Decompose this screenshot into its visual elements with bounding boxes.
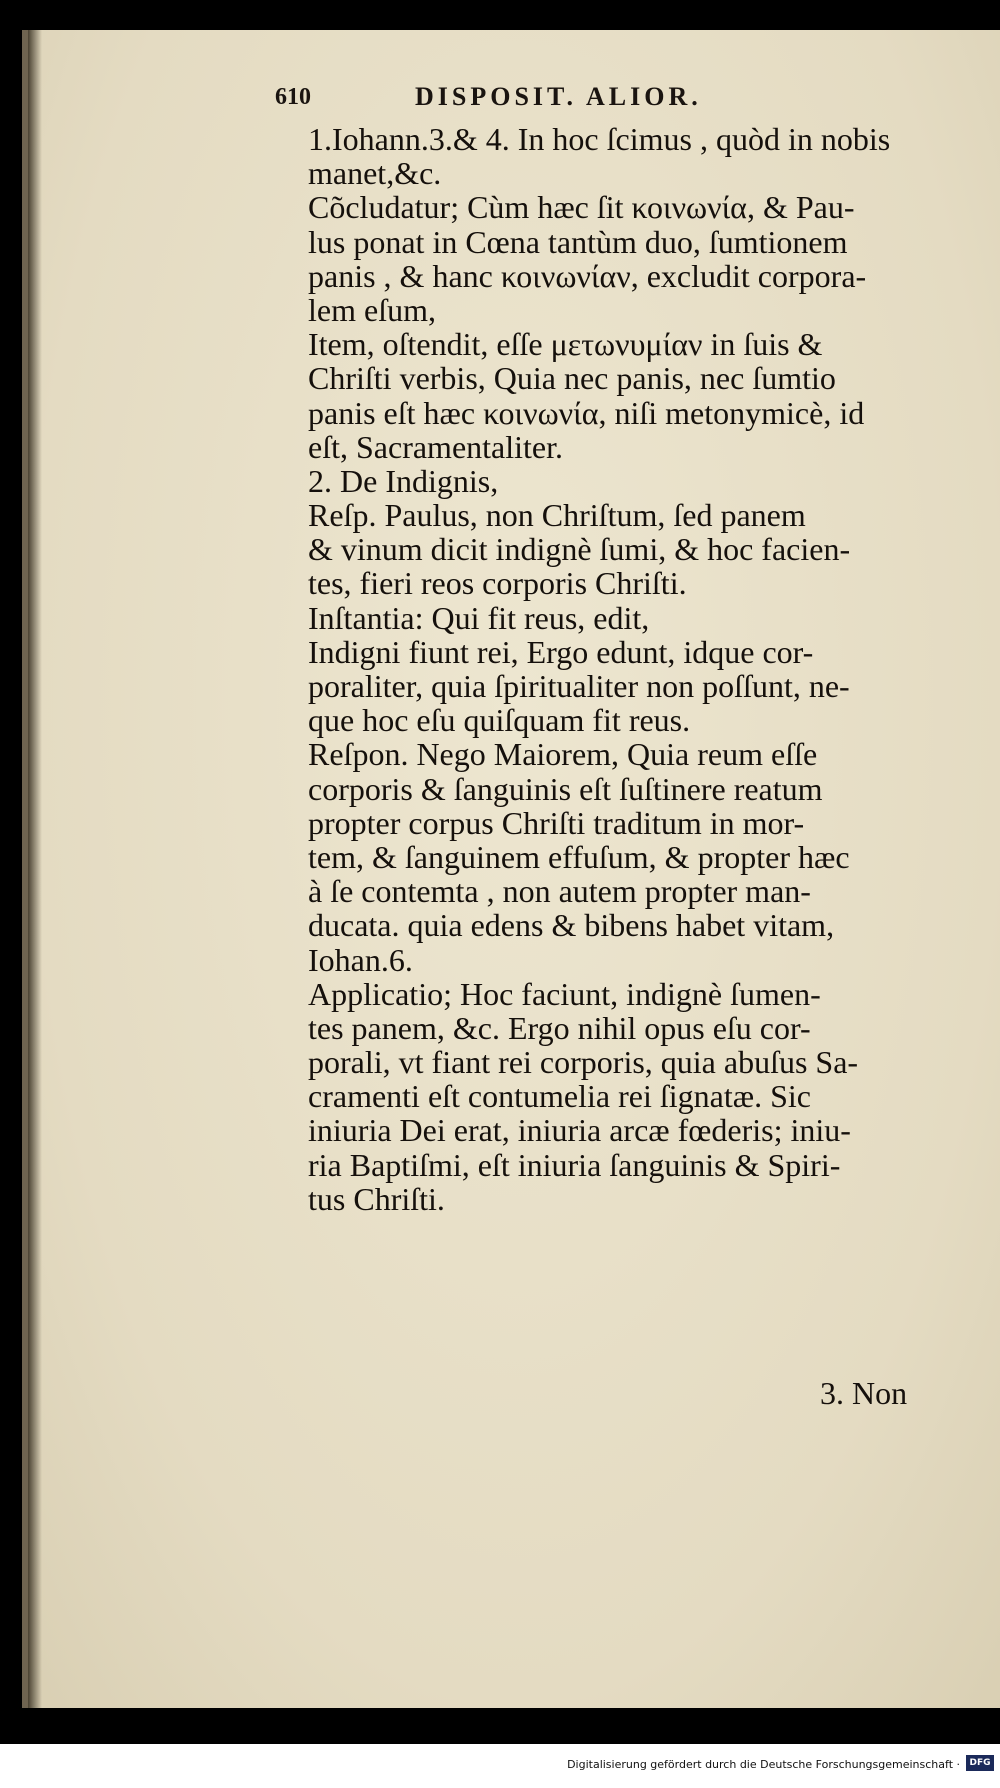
body-text xyxy=(308,122,948,1216)
text-line: lus ponat in Cœna tantùm duo, ſumtionem xyxy=(308,223,848,260)
text-line: cramenti eſt contumelia rei ſignatæ. Sic xyxy=(308,1078,811,1115)
text-line: Item, oſtendit, eſſe μετωνυμίαν in ſuis & xyxy=(308,326,823,363)
text-line: ducata. quia edens & bibens habet vitam, xyxy=(308,907,835,944)
text-line: Iohan.6. xyxy=(308,941,413,978)
text-line: lem eſum, xyxy=(308,291,436,328)
text-line: & vinum dicit indignè ſumi, & hoc facien- xyxy=(308,531,851,568)
text-line: tem, & ſanguinem effuſum, & propter hæc xyxy=(308,838,850,875)
text-line: porali, vt fiant rei corporis, quia abuſus Sa- xyxy=(308,1044,859,1081)
text-line: manet,&c. xyxy=(308,155,442,192)
text-line: Applicatio; Hoc faciunt, indignè ſumen- xyxy=(308,975,821,1012)
running-head xyxy=(275,62,755,111)
text-line: que hoc eſu quiſquam fit reus. xyxy=(308,702,691,739)
text-line: ria Baptiſmi, eſt iniuria ſanguinis & Spiri- xyxy=(308,1146,841,1183)
funding-credit: Digitalisierung gefördert durch die Deutsche Forschungsgemeinschaft · xyxy=(567,1758,960,1771)
page-gutter-shadow xyxy=(28,30,42,1708)
text-line: tes panem, &c. Ergo nihil opus eſu cor- xyxy=(308,1009,811,1046)
text-line: iniuria Dei erat, iniuria arcæ fœderis; iniu- xyxy=(308,1112,851,1149)
text-line: Reſpon. Nego Maiorem, Quia reum eſſe xyxy=(308,736,818,773)
text-line: tes, fieri reos corporis Chriſti. xyxy=(308,565,687,602)
text-line: 1.Iohann.3.& 4. In hoc ſcimus , quòd in nobis xyxy=(308,121,891,157)
running-head-title: DISPOSIT. ALIOR. xyxy=(415,82,702,111)
page-number: 610 xyxy=(275,84,311,110)
text-line: Cõcludatur; Cùm hæc ſit κοινωνία, & Pau- xyxy=(308,189,855,226)
text-line: poraliter, quia ſpiritualiter non poſſunt, ne- xyxy=(308,668,850,704)
text-line: Chriſti verbis, Quia nec panis, nec ſumtio xyxy=(308,360,836,397)
text-line: panis , & hanc κοινωνίαν, excludit corpora- xyxy=(308,257,867,294)
text-line: panis eſt hæc κοινωνία, niſi metonymicè, id xyxy=(308,394,865,431)
dfg-logo-icon: DFG xyxy=(966,1755,994,1771)
digitization-footer xyxy=(0,1744,1000,1788)
section-heading: 2. De Indignis, xyxy=(308,462,499,499)
text-line: propter corpus Chriſti traditum in mor- xyxy=(308,804,805,841)
text-line: tus Chriſti. xyxy=(308,1180,445,1217)
text-line: Reſp. Paulus, non Chriſtum, ſed panem xyxy=(308,497,806,534)
catchword: 3. Non xyxy=(820,1375,908,1411)
text-line: eſt, Sacramentaliter. xyxy=(308,428,563,465)
text-line: Inſtantia: Qui fit reus, edit, xyxy=(308,599,650,636)
text-line: corporis & ſanguinis eſt ſuſtinere reatum xyxy=(308,770,823,807)
text-line: Indigni fiunt rei, Ergo edunt, idque cor- xyxy=(308,633,814,670)
text-line: à ſe contemta , non autem propter man- xyxy=(308,873,811,910)
